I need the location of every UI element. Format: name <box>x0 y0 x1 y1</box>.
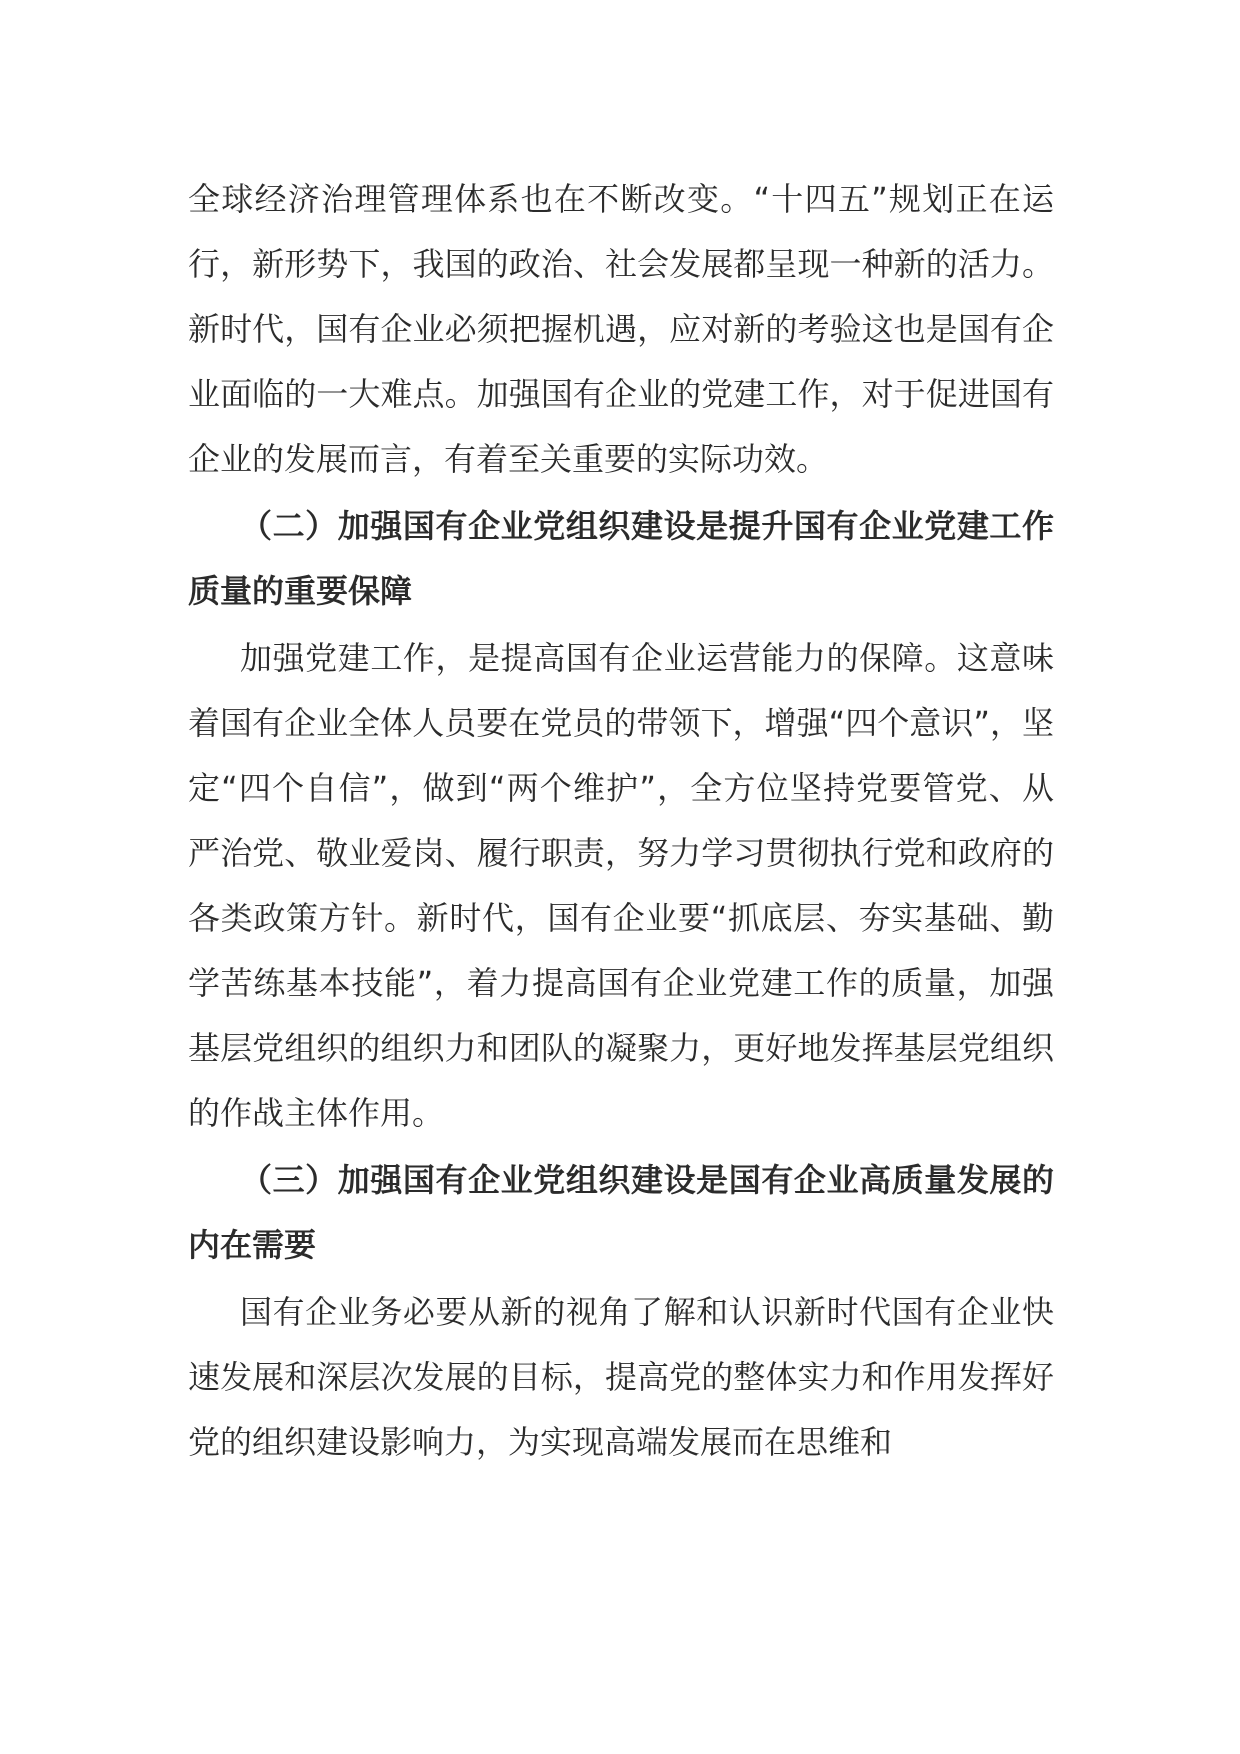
body-paragraph-2: 加强党建工作，是提高国有企业运营能力的保障。这意味着国有企业全体人员要在党员的带领下，增强“四个意识”，坚定“四个自信”，做到“两个维护”，全方位坚持党要管党、从严治党、敬业爱岗、履行职责，努力学习贯彻执行党和政府的各类政策方针。新时代，国有企业要“抓底层、夯实基础、勤学苦练基本技能”，着力提高国有企业党建工作的质量，加强基层党组织的组织力和团队的凝聚力，更好地发挥基层党组织的作战主体作用。 <box>188 639 1054 1132</box>
body-paragraph-continued: 全球经济治理管理体系也在不断改变。“十四五”规划正在运行，新形势下，我国的政治、社会发展都呈现一种新的活力。新时代，国有企业必须把握机遇，应对新的考验这也是国有企业面临的一大难点。加强国有企业的党建工作，对于促进国有企业的发展而言，有着至关重要的实际功效。 <box>188 180 1054 478</box>
document-body <box>188 167 1054 1475</box>
section-heading-2: （二）加强国有企业党组织建设是提升国有企业党建工作质量的重要保障 <box>188 507 1054 610</box>
section-heading-3: （三）加强国有企业党组织建设是国有企业高质量发展的内在需要 <box>188 1161 1054 1264</box>
body-paragraph-3: 国有企业务必要从新的视角了解和认识新时代国有企业快速发展和深层次发展的目标，提高党的整体实力和作用发挥好党的组织建设影响力，为实现高端发展而在思维和 <box>188 1293 1054 1461</box>
